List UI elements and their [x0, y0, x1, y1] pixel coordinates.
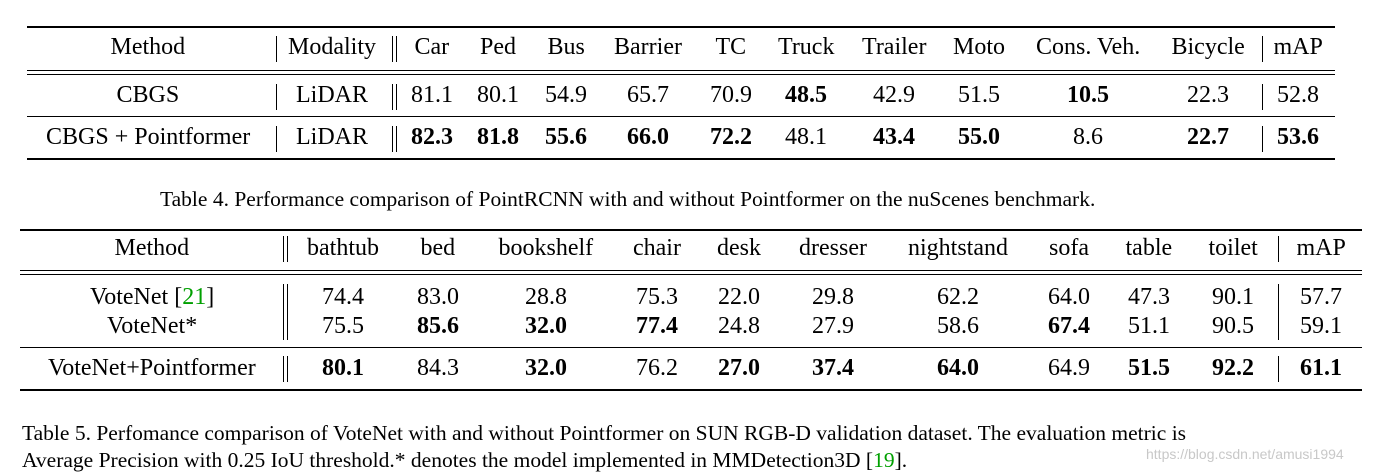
table4-value-cell: 55.6	[545, 124, 587, 150]
table5-header-cell: mAP	[1296, 235, 1346, 261]
table5-value-cell: 24.8	[718, 313, 760, 339]
table5-header-cell: bathtub	[307, 235, 379, 261]
table5-value-cell: 83.0	[417, 284, 459, 310]
table4-column-separator	[1262, 84, 1263, 110]
table5-value-cell: 77.4	[636, 313, 678, 339]
table4-row-rule	[27, 116, 1335, 117]
table4-column-separator	[1262, 36, 1263, 62]
table5-header-rule-2	[20, 274, 1362, 275]
table4-value-cell: 42.9	[873, 82, 915, 108]
table5-value-cell: 27.9	[812, 313, 854, 339]
table5-value-cell: 47.3	[1128, 284, 1170, 310]
table4-header-cell: Moto	[953, 34, 1006, 60]
table5-header-cell: bed	[420, 235, 456, 261]
table4-value-cell: 51.5	[958, 82, 1000, 108]
table4-header-cell: Barrier	[614, 34, 682, 60]
table5-header-cell: chair	[633, 235, 681, 261]
table5-column-separator	[283, 356, 284, 382]
table4-value-cell: 22.7	[1187, 124, 1229, 150]
table5-value-cell: 80.1	[322, 355, 364, 381]
table4-column-separator	[276, 126, 277, 152]
table4-column-separator	[396, 126, 397, 152]
table5-value-cell: 76.2	[636, 355, 678, 381]
table4-method-cell: CBGS	[116, 82, 180, 108]
table4-value-cell: 54.9	[545, 82, 587, 108]
table5-value-cell: 22.0	[718, 284, 760, 310]
table5-value-cell: 84.3	[417, 355, 459, 381]
table4-value-cell: 70.9	[710, 82, 752, 108]
table4-column-separator	[392, 126, 393, 152]
table5-value-cell: 90.5	[1212, 313, 1254, 339]
table5-value-cell: 32.0	[525, 313, 567, 339]
table5-column-separator	[1278, 284, 1279, 340]
table5-value-cell: 57.7	[1300, 284, 1342, 310]
table5-value-cell: 75.5	[322, 313, 364, 339]
table4-value-cell: 82.3	[411, 124, 453, 150]
table5-bottom-rule	[20, 389, 1362, 391]
table5-column-separator	[283, 284, 284, 340]
table4-value-cell: 8.6	[1073, 124, 1103, 150]
table4-header-cell: mAP	[1273, 34, 1323, 60]
table4-header-cell: Method	[110, 34, 186, 60]
table5-header-cell: dresser	[799, 235, 867, 261]
table5-value-cell: 27.0	[718, 355, 760, 381]
table4-header-cell: Bicycle	[1171, 34, 1245, 60]
table4-value-cell: 48.1	[785, 124, 827, 150]
table4-column-separator	[276, 84, 277, 110]
watermark: https://blog.csdn.net/amusi1994	[1146, 446, 1344, 462]
table4-value-cell: 43.4	[873, 124, 915, 150]
table5-column-separator	[1278, 356, 1279, 382]
table5-value-cell: 29.8	[812, 284, 854, 310]
table5-value-cell: 51.5	[1128, 355, 1170, 381]
table4-header-cell: Trailer	[862, 34, 927, 60]
table5-value-cell: 92.2	[1212, 355, 1254, 381]
table4-value-cell: 65.7	[627, 82, 669, 108]
table4-header-cell: TC	[715, 34, 747, 60]
table4-method-cell: CBGS + Pointformer	[46, 124, 251, 150]
table4-value-cell: 55.0	[958, 124, 1000, 150]
table5-column-separator	[283, 236, 284, 262]
table5-header-cell: desk	[717, 235, 761, 261]
table5-header-cell: sofa	[1049, 235, 1089, 261]
table4-value-cell: LiDAR	[296, 82, 368, 108]
table4-bottom-rule	[27, 158, 1335, 160]
table5-value-cell: 64.9	[1048, 355, 1090, 381]
table5-column-separator	[287, 356, 288, 382]
table5-method-cell: VoteNet+Pointformer	[48, 355, 256, 381]
table4-header-cell: Modality	[288, 34, 376, 60]
table5-value-cell: 74.4	[322, 284, 364, 310]
table4-value-cell: 10.5	[1067, 82, 1109, 108]
table5-column-separator	[287, 236, 288, 262]
table4-column-separator	[396, 36, 397, 62]
table5-column-separator	[287, 284, 288, 340]
citation-link[interactable]: 21	[182, 284, 207, 310]
table4-top-rule	[27, 26, 1335, 28]
table5-header-cell: nightstand	[908, 235, 1008, 261]
table4-value-cell: 81.8	[477, 124, 519, 150]
citation-link[interactable]: 19	[873, 448, 895, 472]
table4-value-cell: 81.1	[411, 82, 453, 108]
table4-header-cell: Cons. Veh.	[1036, 34, 1141, 60]
table4-value-cell: 48.5	[785, 82, 827, 108]
table4-header-cell: Bus	[547, 34, 585, 60]
table4-header-cell: Truck	[778, 34, 835, 60]
table5-value-cell: 61.1	[1300, 355, 1342, 381]
table4-column-separator	[392, 84, 393, 110]
table5-value-cell: 64.0	[937, 355, 979, 381]
table5-value-cell: 85.6	[417, 313, 459, 339]
table4-column-separator	[1262, 126, 1263, 152]
citation-bracket: ]	[206, 284, 215, 310]
table5-value-cell: 58.6	[937, 313, 979, 339]
table4-value-cell: 80.1	[477, 82, 519, 108]
table5-value-cell: 62.2	[937, 284, 979, 310]
table4-header-rule-2	[27, 74, 1335, 75]
table5-value-cell: 59.1	[1300, 313, 1342, 339]
table4-column-separator	[396, 84, 397, 110]
table5-header-cell: Method	[114, 235, 190, 261]
table4-value-cell: 52.8	[1277, 82, 1319, 108]
table4-header-cell: Car	[414, 34, 450, 60]
table5-value-cell: 75.3	[636, 284, 678, 310]
table5-value-cell: 51.1	[1128, 313, 1170, 339]
table5-header-cell: bookshelf	[498, 235, 594, 261]
table5-value-cell: 28.8	[525, 284, 567, 310]
caption-text-end: ].	[894, 448, 908, 472]
table4-value-cell: LiDAR	[296, 124, 368, 150]
table5-value-cell: 32.0	[525, 355, 567, 381]
table5-caption-line1: Table 5. Perfomance comparison of VoteNet with and without Pointformer on SUN RGB-D validation dataset. The evaluation metric is	[22, 421, 1187, 445]
table5-value-cell: 37.4	[812, 355, 854, 381]
table4-value-cell: 66.0	[627, 124, 669, 150]
table4-value-cell: 53.6	[1277, 124, 1319, 150]
table4-column-separator	[276, 36, 277, 62]
table5-value-cell: 64.0	[1048, 284, 1090, 310]
method-name: VoteNet [	[90, 284, 183, 310]
table4-caption: Table 4. Performance comparison of PointRCNN with and without Pointformer on the nuScenes benchmark.	[160, 187, 1096, 211]
table4-header-cell: Ped	[480, 34, 516, 60]
table5-value-cell: 90.1	[1212, 284, 1254, 310]
table5-caption-line2	[22, 445, 907, 475]
table4-header-rule-1	[27, 70, 1335, 71]
table4-value-cell: 72.2	[710, 124, 752, 150]
table4-value-cell: 22.3	[1187, 82, 1229, 108]
caption-text: Average Precision with 0.25 IoU threshold.* denotes the model implemented in MMDetection3D [	[22, 448, 874, 472]
table5-column-separator	[1278, 236, 1279, 262]
table5-top-rule	[20, 229, 1362, 231]
table5-value-cell: 67.4	[1048, 313, 1090, 339]
table5-method-cell	[90, 283, 214, 311]
table5-row-rule	[20, 347, 1362, 348]
table5-method-cell: VoteNet*	[107, 313, 198, 339]
table4-column-separator	[392, 36, 393, 62]
table5-header-cell: table	[1125, 235, 1173, 261]
table5-header-rule-1	[20, 270, 1362, 271]
table5-header-cell: toilet	[1208, 235, 1258, 261]
